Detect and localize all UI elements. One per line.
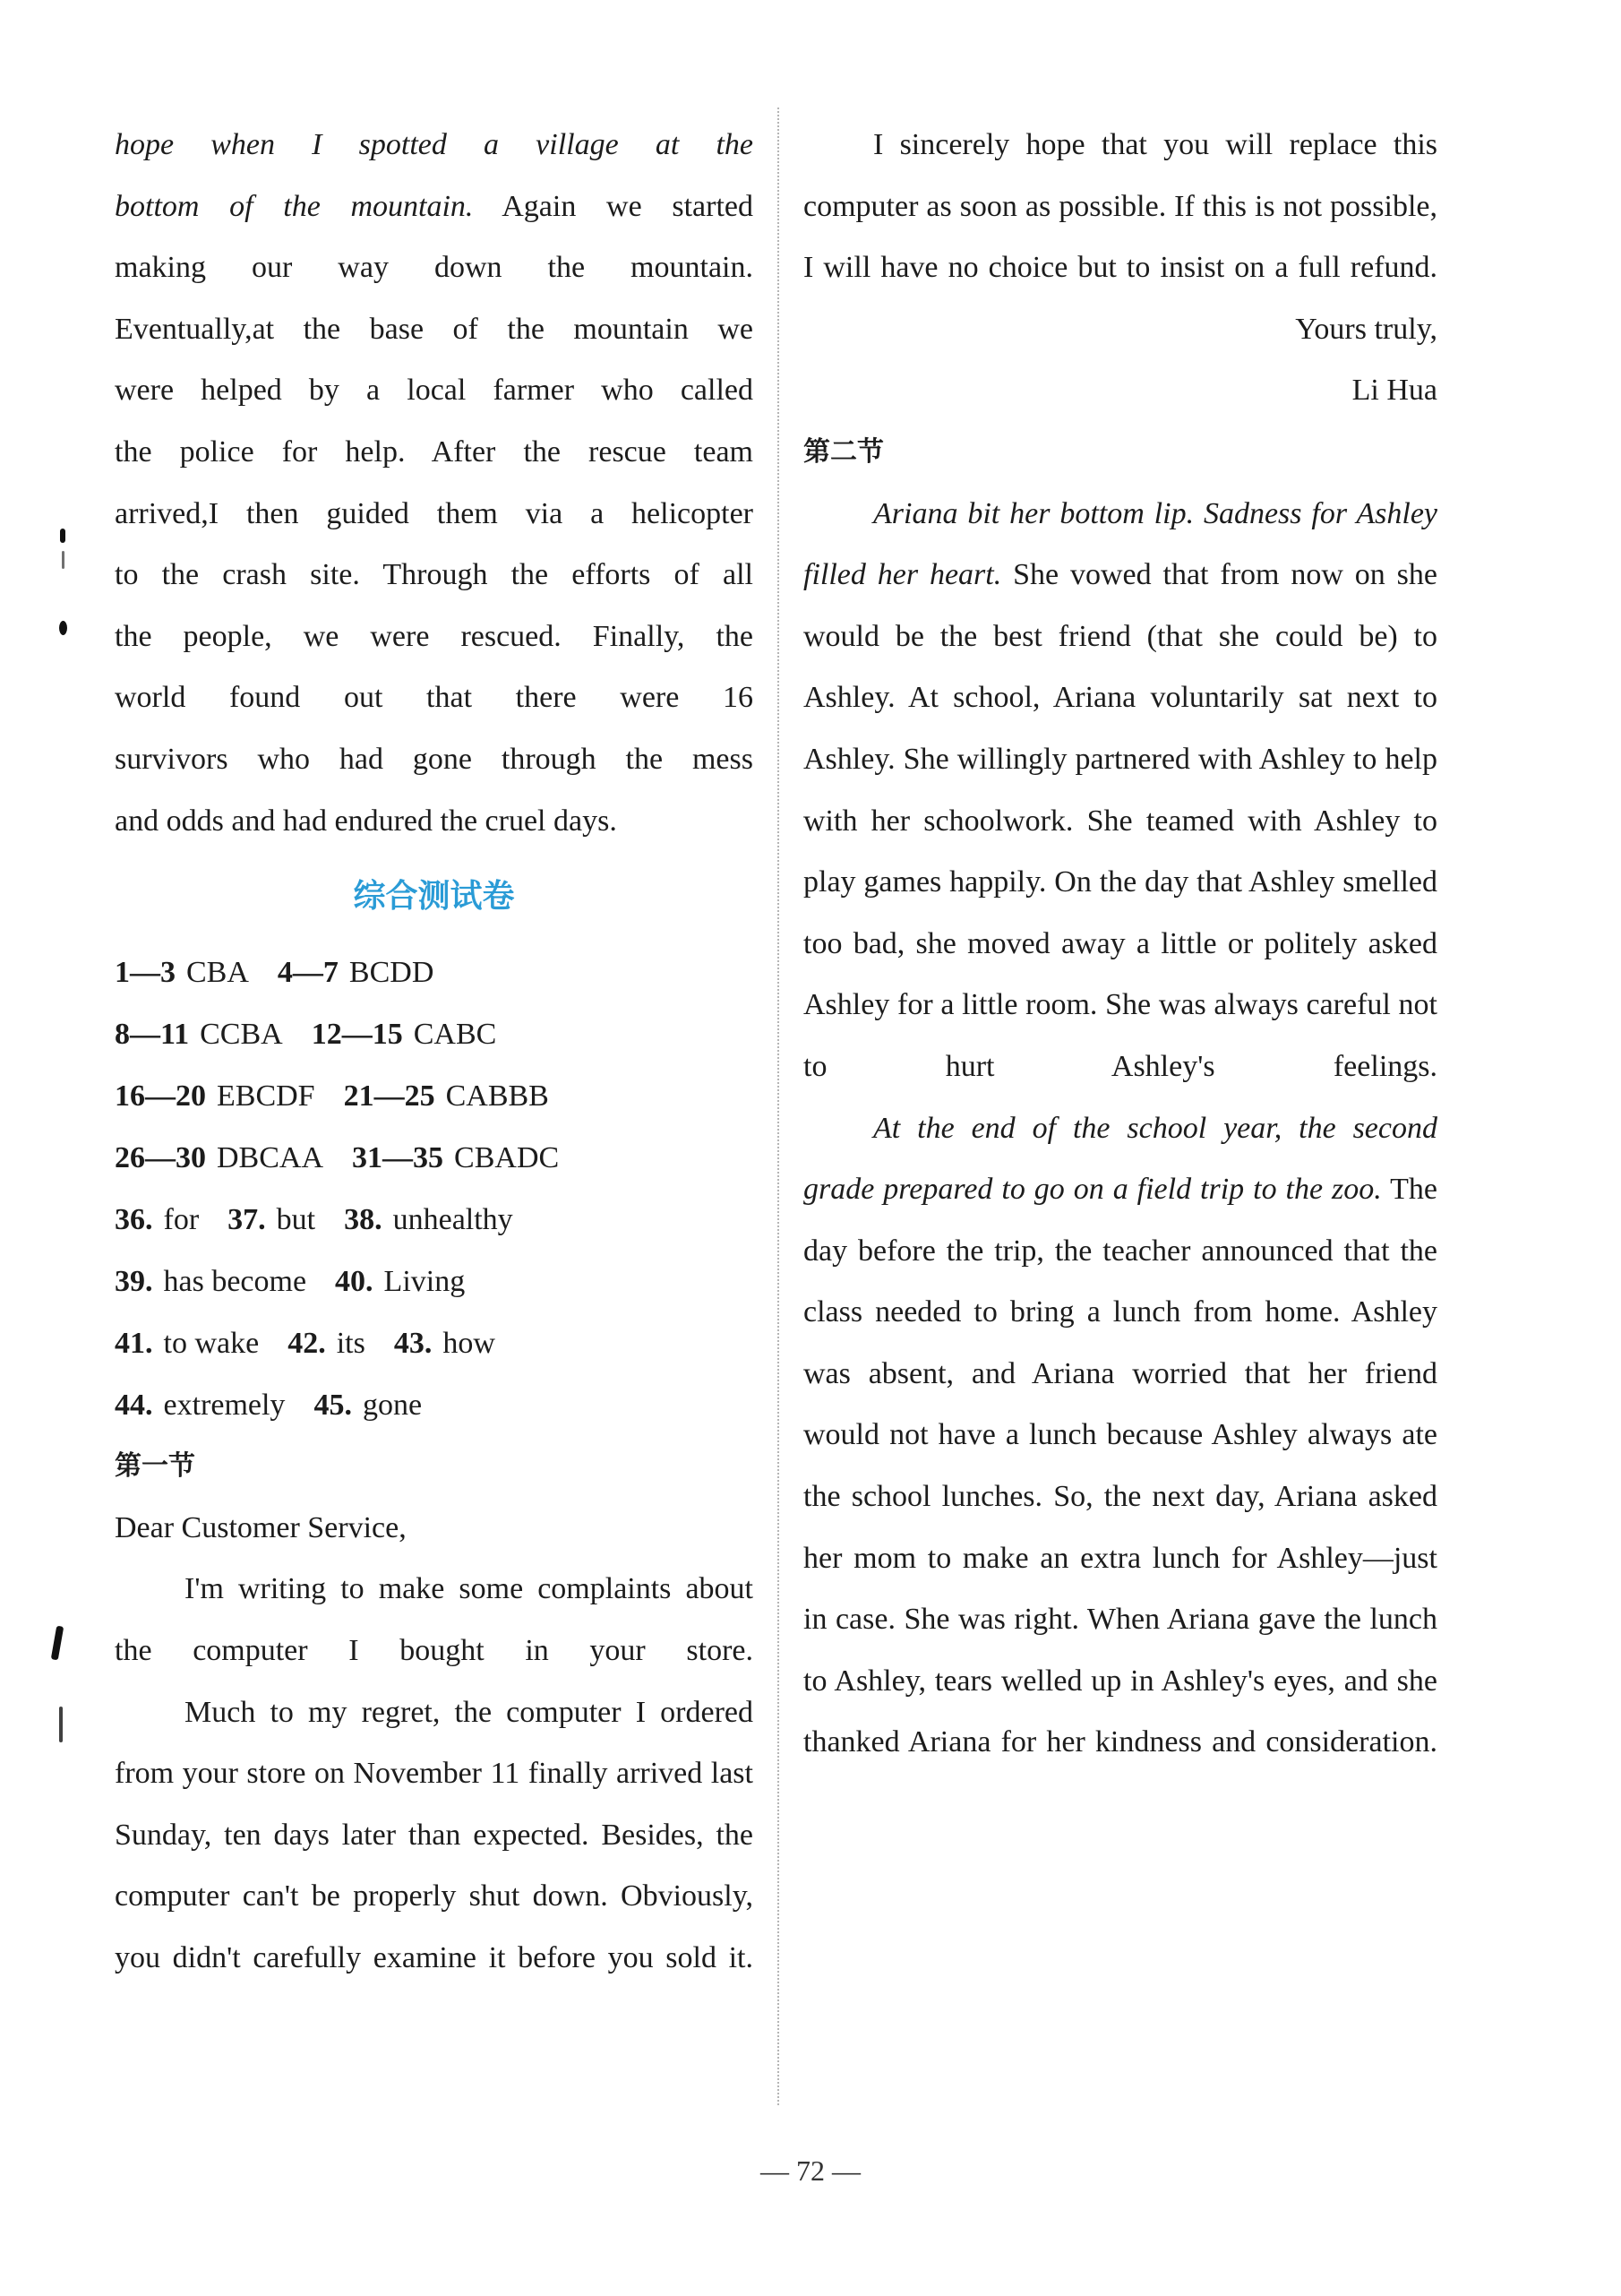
answer-value: for <box>163 1203 200 1237</box>
answer-item <box>115 1079 315 1113</box>
answer-item <box>344 1203 513 1236</box>
page-number: — 72 — <box>760 2154 861 2187</box>
answer-value: gone <box>362 1389 423 1423</box>
letter-signature: Li Hua <box>1351 374 1437 408</box>
answer-item <box>312 1018 497 1051</box>
essay-line-text: world found out that there were 16 <box>115 681 753 715</box>
essay-line <box>115 176 753 238</box>
essay-line <box>115 791 753 853</box>
question-number: 1—3 <box>115 956 176 990</box>
letter-paragraph: Much to my regret, the computer I ordered from your store on November 11 finally arrived last Sunday, ten days later than expected. Besides, the computer can't be properly shut down. Obviously, you didn't carefully examine it before you sold it. <box>115 1695 753 1974</box>
essay-line <box>115 484 753 546</box>
answer-value: but <box>276 1203 316 1237</box>
answer-row <box>115 1312 753 1374</box>
question-number: 42. <box>287 1327 326 1361</box>
question-number: 39. <box>115 1265 153 1299</box>
scan-mark <box>60 529 65 543</box>
answer-value: to wake <box>163 1327 260 1361</box>
answer-item <box>115 1327 259 1360</box>
answer-value: CCBA <box>200 1018 283 1052</box>
answer-row <box>115 942 753 1003</box>
essay-line <box>115 729 753 791</box>
question-number: 12—15 <box>311 1018 403 1052</box>
letter-paragraph: I sincerely hope that you will replace this computer as soon as possible. If this is not possible, I will have no choice but to insist on a full refund. <box>803 128 1437 285</box>
answer-value: extremely <box>163 1389 286 1423</box>
essay-line-text: were helped by a local farmer who called <box>115 374 753 408</box>
essay-line-text: the people, we were rescued. Finally, the <box>115 619 753 653</box>
essay-line <box>115 299 753 361</box>
question-number: 40. <box>335 1265 373 1299</box>
answer-value: Living <box>383 1265 466 1299</box>
answer-row <box>115 1065 753 1127</box>
essay-line-text: making our way down the mountain. <box>115 251 753 285</box>
column-divider <box>777 107 779 2105</box>
answer-value: CABC <box>413 1018 497 1052</box>
scan-mark <box>59 621 67 635</box>
left-column <box>115 115 753 1989</box>
letter-closing: Yours truly, <box>1295 312 1437 346</box>
answer-item <box>394 1327 495 1360</box>
answer-item <box>287 1327 365 1360</box>
question-number: 36. <box>115 1203 153 1237</box>
letter-paragraph: I'm writing to make some complaints about the computer I bought in your store. <box>115 1572 753 1667</box>
question-number: 8—11 <box>115 1018 190 1052</box>
question-number: 26—30 <box>115 1141 206 1175</box>
scan-mark <box>59 1707 63 1742</box>
answer-item <box>313 1389 422 1422</box>
answer-row <box>115 1251 753 1312</box>
essay-line-text: hope when I spotted a village at the <box>115 128 753 161</box>
answer-row <box>115 1374 753 1436</box>
question-number: 4—7 <box>277 956 339 990</box>
answer-value: has become <box>163 1265 307 1299</box>
answer-value: its <box>336 1327 365 1361</box>
question-number: 16—20 <box>115 1079 206 1114</box>
essay-line <box>115 545 753 606</box>
question-number: 31—35 <box>352 1141 444 1175</box>
answer-item <box>115 1203 199 1236</box>
answer-value: CBADC <box>454 1141 560 1175</box>
answer-item <box>227 1203 315 1236</box>
answer-item <box>115 1265 306 1298</box>
essay-line <box>115 422 753 484</box>
answer-item <box>115 956 249 989</box>
essay-line <box>115 360 753 422</box>
answer-item <box>344 1079 549 1113</box>
answer-item <box>352 1141 559 1174</box>
story-opening-sentence: Ariana bit her bottom lip. Sadness for Ashley filled her heart. <box>803 496 1437 592</box>
essay-line-text: to the crash site. Through the efforts of all <box>115 558 753 592</box>
question-number: 43. <box>393 1327 433 1361</box>
question-number: 38. <box>344 1203 382 1237</box>
essay-line <box>115 667 753 729</box>
essay-line-text: and odds and had endured the cruel days. <box>115 804 617 838</box>
question-number: 44. <box>115 1389 153 1423</box>
answer-value: EBCDF <box>217 1079 315 1114</box>
answer-value: CABBB <box>445 1079 549 1114</box>
salutation: Dear Customer Service, <box>115 1510 407 1544</box>
question-number: 21—25 <box>343 1079 435 1114</box>
answer-value: how <box>442 1327 495 1361</box>
story-paragraph <box>803 1098 1437 1775</box>
answer-item <box>278 956 433 989</box>
section1-label: 第一节 <box>115 1450 195 1483</box>
answer-row <box>115 1127 753 1189</box>
answer-item <box>115 1389 285 1422</box>
essay-line-text: survivors who had gone through the mess <box>115 742 753 776</box>
section2-label: 第二节 <box>803 435 884 468</box>
story-paragraph <box>803 484 1437 1098</box>
essay-line <box>115 115 753 176</box>
essay-conclusion <box>115 115 753 852</box>
answer-key <box>115 942 753 1436</box>
answer-value: BCDD <box>348 956 434 990</box>
right-column <box>803 115 1437 1774</box>
essay-line <box>115 606 753 668</box>
story-text: She vowed that from now on she would be the best friend (that she could be) to Ashley. At school, Ariana voluntarily sat next to Ashley. She willingly partnered with Ashley to help with her schoolwork. She teamed with Ashley to play games happily. On the day that Ashley smelled too bad, she moved away a little or politely asked Ashley for a little room. She was always careful not to hurt Ashley's feelings. <box>803 558 1437 1083</box>
story-text: The day before the trip, the teacher announced that the class needed to bring a lunch from home. Ashley was absent, and Ariana worried that her friend would not have a lunch because Ashley always ate the school lunches. So, the next day, Ariana asked her mom to make an extra lunch for Ashley—just in case. She was right. When Ariana gave the lunch to Ashley, tears welled up in Ashley's eyes, and she thanked Ariana for her kindness and consideration. <box>803 1173 1437 1759</box>
test-title: 综合测试卷 <box>353 878 515 916</box>
essay-line-text: Eventually,at the base of the mountain we <box>115 312 753 346</box>
answer-item <box>335 1265 465 1298</box>
essay-line <box>115 237 753 299</box>
essay-line-text: bottom of the mountain. <box>115 189 474 223</box>
essay-line-text: Again we started <box>473 189 753 223</box>
essay-line-text: arrived,I then guided them via a helicopter <box>115 496 753 530</box>
question-number: 41. <box>115 1327 153 1361</box>
answer-item <box>115 1018 283 1051</box>
question-number: 37. <box>227 1203 266 1237</box>
story-opening-sentence: At the end of the school year, the second grade prepared to go on a field trip to the zoo. <box>803 1111 1437 1207</box>
answer-value: unhealthy <box>392 1203 513 1237</box>
answer-value: CBA <box>186 956 249 990</box>
essay-line-text: the police for help. After the rescue team <box>115 434 753 469</box>
answer-row <box>115 1003 753 1065</box>
answer-value: DBCAA <box>217 1141 324 1175</box>
answer-row <box>115 1189 753 1251</box>
answer-item <box>115 1141 323 1174</box>
question-number: 45. <box>313 1389 352 1423</box>
scan-mark <box>51 1626 64 1661</box>
scan-mark <box>62 551 64 569</box>
